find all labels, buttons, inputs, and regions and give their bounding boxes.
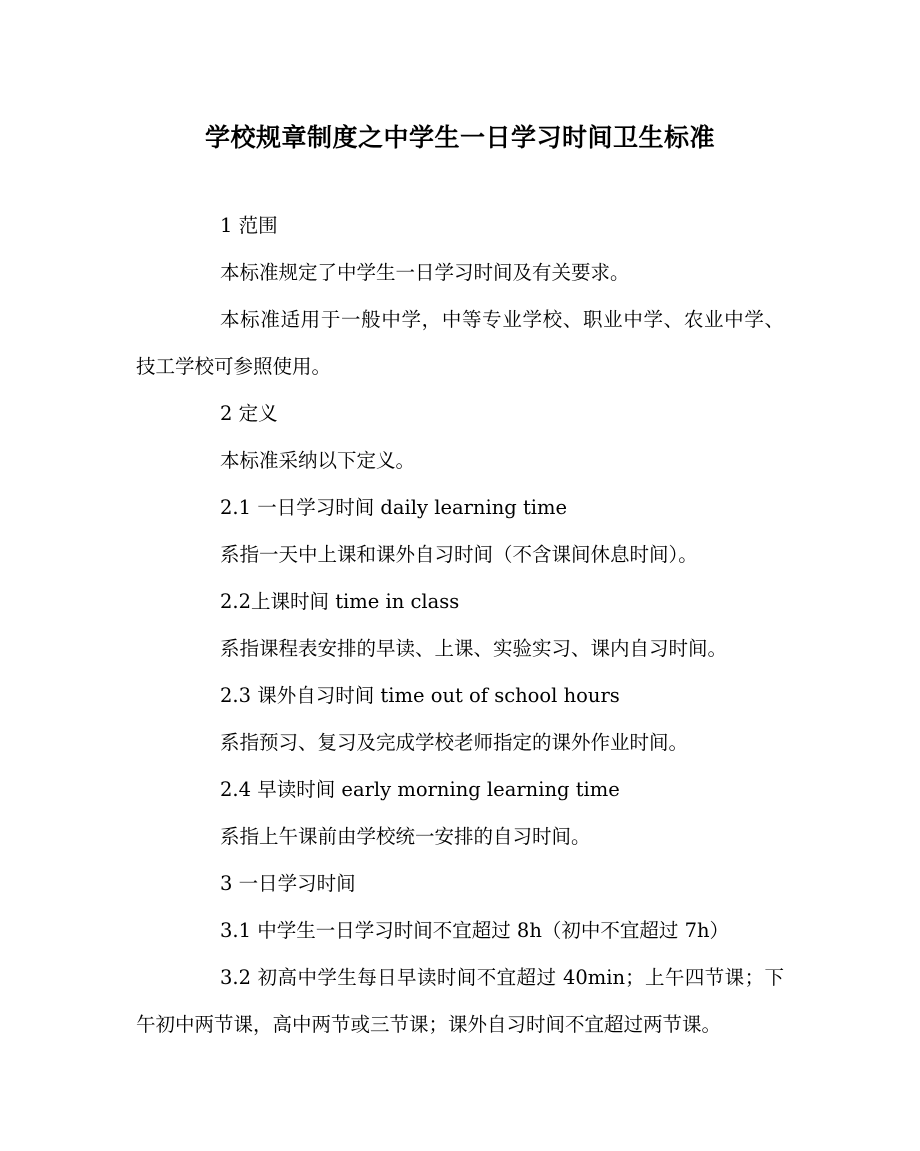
subheading-time-out-of-school: 2.3 课外自习时间 time out of school hours [220,684,620,707]
document-body [136,202,784,1048]
paragraph: 系指上午课前由学校统一安排的自习时间。 [220,825,591,848]
heading-definitions: 2 定义 [220,402,278,425]
paragraph: 本标准采纳以下定义。 [220,449,416,472]
subheading-daily-learning-time: 2.1 一日学习时间 daily learning time [220,496,568,519]
paragraph: 本标准适用于一般中学，中等专业学校、职业中学、农业中学、技工学校可参照使用。 [136,308,784,378]
paragraph: 本标准规定了中学生一日学习时间及有关要求。 [220,261,630,284]
heading-scope: 1 范围 [220,214,278,237]
paragraph: 系指预习、复习及完成学校老师指定的课外作业时间。 [220,731,689,754]
subheading-early-morning-learning: 2.4 早读时间 early morning learning time [220,778,620,801]
subheading-time-in-class: 2.2上课时间 time in class [220,590,460,613]
document-title: 学校规章制度之中学生一日学习时间卫生标准 [204,123,715,152]
paragraph: 3.1 中学生一日学习时间不宜超过 8h（初中不宜超过 7h） [220,919,730,942]
heading-daily-learning-time: 3 一日学习时间 [220,872,356,895]
paragraph: 3.2 初高中学生每日早读时间不宜超过 40min；上午四节课；下午初中两节课，高中两节或三节课；课外自习时间不宜超过两节课。 [136,966,784,1036]
paragraph: 系指课程表安排的早读、上课、实验实习、课内自习时间。 [220,637,728,660]
paragraph: 系指一天中上课和课外自习时间（不含课间休息时间）。 [220,543,698,566]
